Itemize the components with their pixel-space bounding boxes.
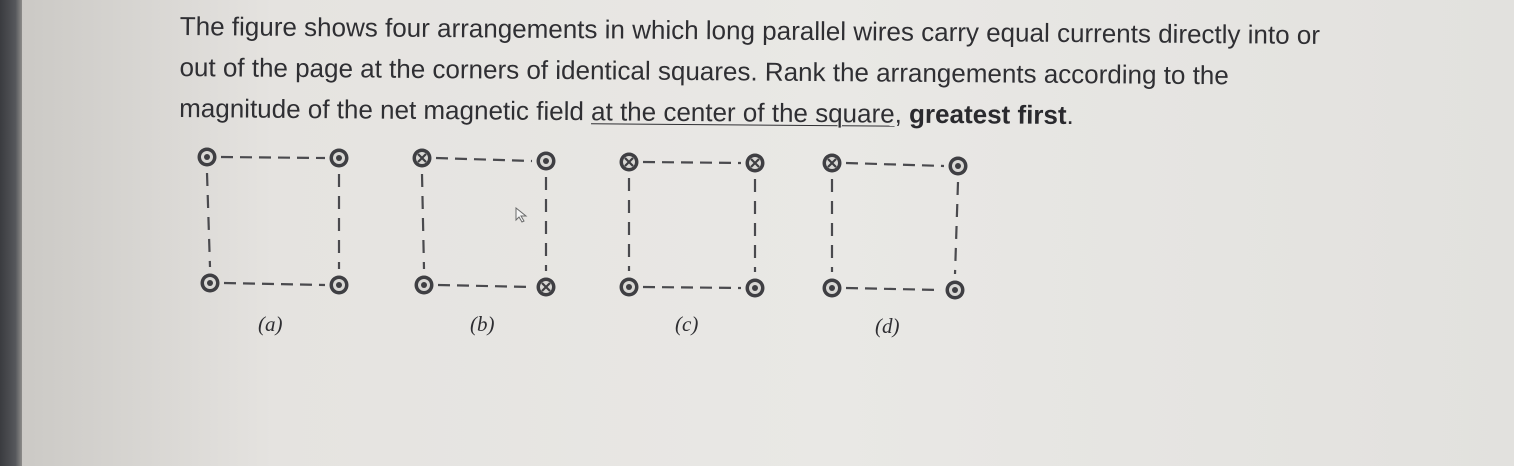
bold-phrase: greatest first (908, 98, 1067, 130)
bottom-edge-dashed-line (224, 283, 325, 285)
wire-out-of-page-icon (949, 157, 968, 176)
arrangement-a (198, 148, 349, 295)
wire-out-of-page-icon (201, 274, 220, 293)
wire-out-of-page-icon (330, 276, 349, 295)
question-line-2: out of the page at the corners of identical squares. Rank the arrangements according to the (179, 51, 1229, 91)
right-edge-dashed-line (955, 182, 958, 274)
period: . (1066, 99, 1074, 131)
wire-into-page-icon (413, 149, 432, 168)
top-edge-dashed-line (846, 163, 944, 166)
caption-c: (c) (675, 312, 699, 336)
bottom-edge-dashed-line (438, 285, 532, 287)
wire-out-of-page-icon (198, 148, 217, 167)
question-line-3 (179, 88, 1419, 139)
wire-into-page-icon (537, 278, 556, 297)
wire-out-of-page-icon (537, 152, 556, 171)
question-line-3-start: magnitude of the net magnetic field (179, 92, 592, 127)
caption-b: (b) (470, 312, 495, 336)
wire-into-page-icon (746, 154, 765, 173)
caption-a: (a) (258, 312, 283, 336)
underlined-phrase: at the center of the square (591, 96, 895, 129)
mouse-cursor-icon (515, 207, 529, 223)
wire-out-of-page-icon (620, 278, 639, 297)
wire-out-of-page-icon (330, 149, 349, 168)
top-edge-dashed-line (643, 162, 741, 163)
question-text (179, 6, 1420, 139)
wire-into-page-icon (823, 154, 842, 173)
wire-out-of-page-icon (746, 279, 765, 298)
wire-into-page-icon (620, 153, 639, 172)
arrangement-b (413, 149, 556, 297)
arrangement-c (620, 153, 765, 298)
top-edge-dashed-line (221, 157, 325, 158)
monitor-bezel (0, 0, 22, 466)
wire-out-of-page-icon (415, 276, 434, 295)
question-line-1: The figure shows four arrangements in which long parallel wires carry equal currents directly into or (179, 10, 1321, 50)
wire-out-of-page-icon (946, 281, 965, 300)
top-edge-dashed-line (436, 158, 532, 161)
bottom-edge-dashed-line (846, 288, 941, 290)
comma: , (894, 98, 910, 129)
left-edge-dashed-line (422, 174, 424, 269)
caption-d: (d) (875, 314, 900, 338)
wire-out-of-page-icon (823, 279, 842, 298)
arrangement-d (823, 154, 968, 300)
bottom-edge-dashed-line (643, 287, 741, 288)
left-edge-dashed-line (207, 173, 210, 267)
